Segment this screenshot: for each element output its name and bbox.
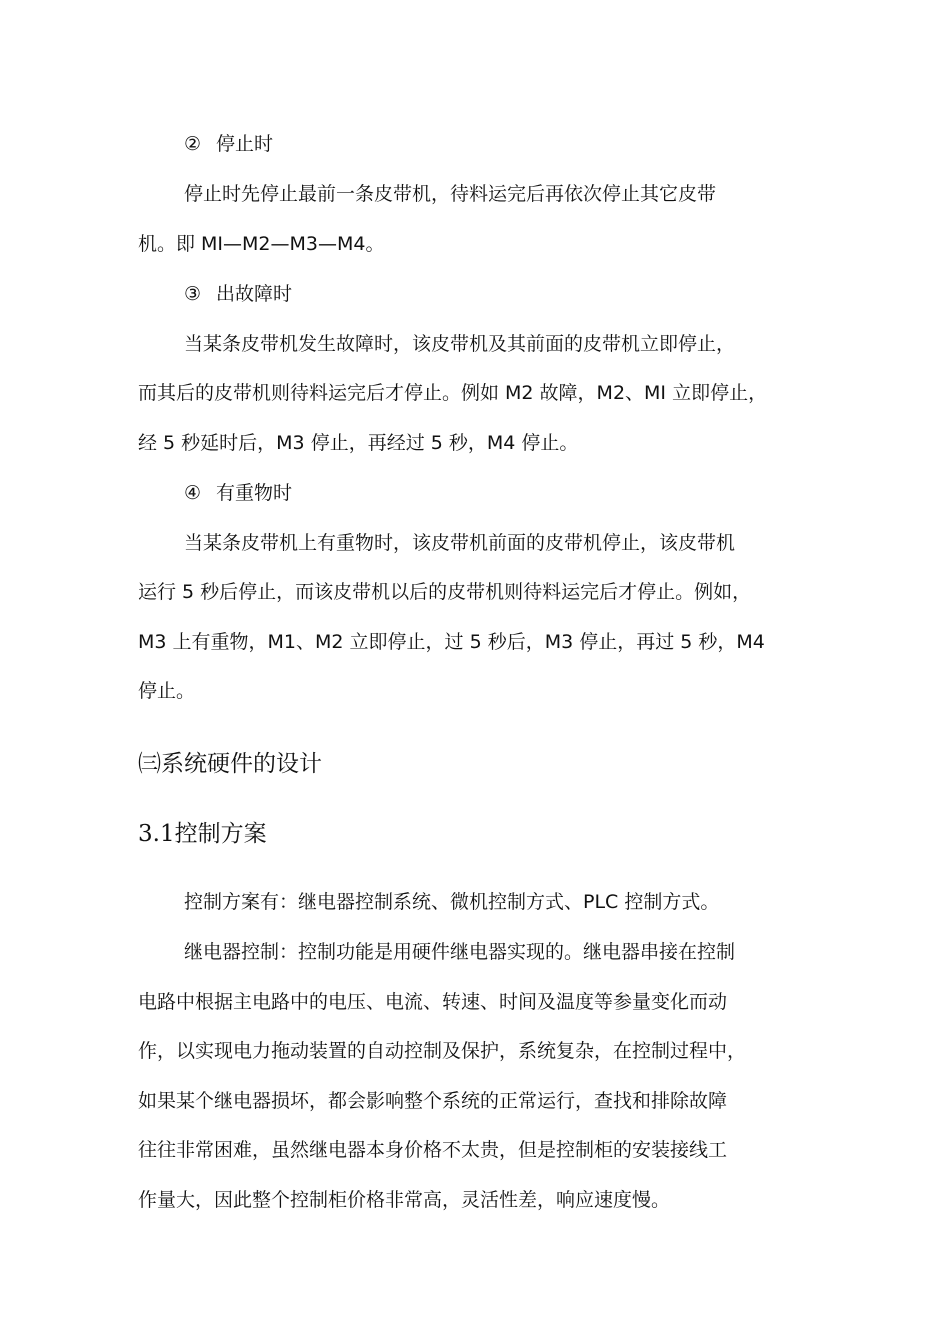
section-title: 控制方案 <box>174 821 267 847</box>
paragraph-line: 运行 5 秒后停止，而该皮带机以后的皮带机则待料运完后才停止。例如， <box>138 581 752 603</box>
paragraph-line: 继电器控制：控制功能是用硬件继电器实现的。继电器串接在控制 <box>184 941 736 963</box>
subheading-heavy-title: 有重物时 <box>216 482 293 504</box>
paragraph-line: 控制方案有：继电器控制系统、微机控制方式、PLC 控制方式。 <box>184 891 720 913</box>
paragraph-line: 停止。 <box>138 680 196 702</box>
item-marker-3: ③ <box>184 283 202 305</box>
subheading-heavy <box>184 480 864 506</box>
subheading-fault-title: 出故障时 <box>216 283 293 305</box>
paragraph-line: 往往非常困难，虽然继电器本身价格不太贵，但是控制柜的安装接线工 <box>138 1139 728 1161</box>
paragraph-line: M3 上有重物，M1、M2 立即停止，过 5 秒后，M3 停止，再过 5 秒，M4 <box>138 631 765 653</box>
paragraph-line: 经 5 秒延时后，M3 停止，再经过 5 秒，M4 停止。 <box>138 432 579 454</box>
section-number: 3.1 <box>138 821 175 847</box>
paragraph-line: 而其后的皮带机则待料运完后才停止。例如 M2 故障，M2、MI 立即停止， <box>138 382 768 404</box>
subheading-stop <box>184 131 864 157</box>
paragraph-line: 作，以实现电力拖动装置的自动控制及保护，系统复杂，在控制过程中， <box>138 1040 747 1062</box>
paragraph-line: 机。即 MI—M2—M3—M4。 <box>138 233 385 255</box>
paragraph-line: 当某条皮带机上有重物时，该皮带机前面的皮带机停止，该皮带机 <box>184 532 736 554</box>
item-marker-2: ② <box>184 133 202 155</box>
item-marker-4: ④ <box>184 482 202 504</box>
paragraph-line: 当某条皮带机发生故障时，该皮带机及其前面的皮带机立即停止， <box>184 333 736 355</box>
paragraph-line: 作量大，因此整个控制柜价格非常高，灵活性差，响应速度慢。 <box>138 1189 671 1211</box>
section-heading-hardware: ㈢系统硬件的设计 <box>138 751 322 777</box>
subheading-fault <box>184 281 864 307</box>
paragraph-line: 如果某个继电器损坏，都会影响整个系统的正常运行，查找和排除故障 <box>138 1090 728 1112</box>
paragraph-line: 停止时先停止最前一条皮带机，待料运完后再依次停止其它皮带 <box>184 183 717 205</box>
paragraph-line: 电路中根据主电路中的电压、电流、转速、时间及温度等参量变化而动 <box>138 991 728 1013</box>
subheading-stop-title: 停止时 <box>216 133 274 155</box>
section-heading-control-scheme <box>138 819 267 849</box>
